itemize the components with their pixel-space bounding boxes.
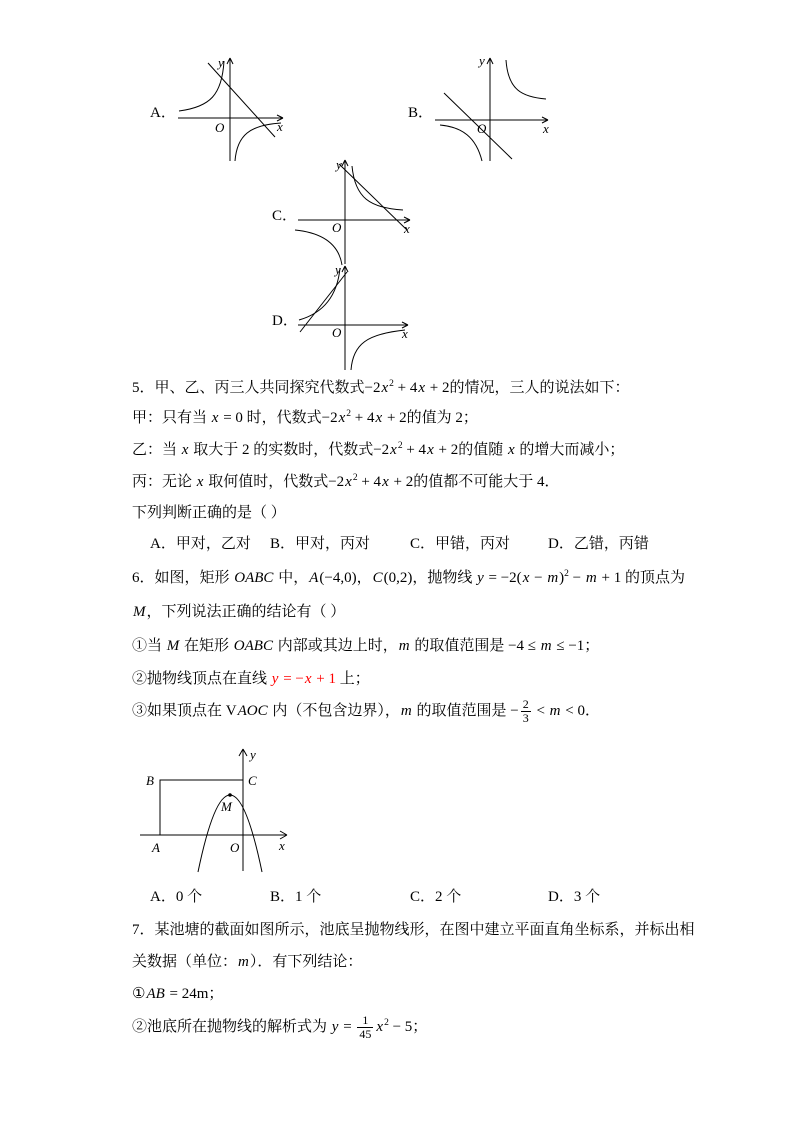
text-run: )	[559, 570, 565, 586]
text-run: 上；	[336, 671, 370, 687]
text-run: + 4	[393, 380, 418, 396]
math-variable: x	[345, 474, 352, 490]
option-a-label: A．	[150, 105, 176, 121]
highlighted-variable: x	[304, 671, 312, 687]
text-run: 乙：当	[132, 442, 181, 458]
text-run: 7．某池塘的截面如图所示，池底呈抛物线形，在图中建立平面直角坐标系，并标出相	[132, 922, 695, 938]
x-axis-label: x	[277, 119, 283, 134]
q5-prompt	[132, 503, 286, 523]
x-axis-label: x	[279, 838, 285, 853]
math-variable: y	[477, 570, 484, 586]
text-run: + 4	[357, 474, 382, 490]
math-variable: M	[166, 638, 180, 654]
q6-option-c: C．2 个	[410, 889, 462, 905]
text-run: = −2(	[484, 570, 522, 586]
math-variable: x	[418, 380, 426, 396]
text-run: + 1 的顶点为	[597, 570, 685, 586]
math-variable: m	[398, 638, 410, 654]
q5-option-b: B．甲对，丙对	[270, 536, 371, 552]
option-d-label: D．	[272, 313, 298, 329]
x-axis-label: x	[402, 326, 408, 341]
hyperbola-branch	[235, 123, 281, 161]
point-c-label: C	[248, 773, 257, 788]
hyperbola-branch	[299, 268, 340, 320]
text-run: + 2	[426, 380, 450, 396]
text-run: = 0 时，代数式	[219, 410, 322, 426]
q5-stem	[132, 378, 630, 400]
math-variable: m	[547, 570, 559, 586]
text-run: 的值随	[458, 442, 507, 458]
text-run: < 0．	[561, 702, 600, 719]
text-run: 下列判断正确的是（ ）	[132, 505, 286, 521]
q6-statement-1	[132, 636, 599, 656]
text-run: 的值都不可能大于 4．	[413, 474, 560, 490]
origin-label: O	[332, 325, 342, 340]
q6-stem-continued	[132, 602, 345, 622]
text-run: −2	[321, 410, 338, 426]
fraction	[521, 698, 531, 725]
y-axis-label: y	[218, 55, 224, 70]
q7-statement-1	[132, 984, 223, 1004]
graph-option-b	[432, 55, 552, 163]
text-run: (−4,0)，	[319, 570, 372, 586]
text-run: ，下列说法正确的结论有（ ）	[146, 604, 346, 620]
math-variable: x	[427, 442, 434, 458]
math-variable: x	[181, 442, 189, 458]
text-run: + 2	[383, 410, 407, 426]
graph-option-c	[295, 158, 413, 266]
hyperbola-branch	[351, 330, 405, 370]
math-variable: m	[585, 570, 597, 586]
text-run: 内（不包含边界），	[268, 702, 400, 719]
y-axis-label: y	[479, 53, 485, 68]
text-run: ③如果顶点在	[132, 702, 226, 719]
q6-figure	[135, 745, 295, 875]
text-run: 中，	[274, 570, 309, 586]
math-variable: C	[372, 570, 383, 586]
math-variable: m	[238, 954, 249, 970]
math-variable: x	[382, 474, 389, 490]
math-variable: x	[507, 442, 515, 458]
superscript: 2	[564, 569, 569, 579]
origin-label: O	[332, 220, 342, 235]
option-c-label: C．	[272, 208, 298, 224]
q5-statement-jia	[132, 408, 478, 430]
highlighted-text: + 1	[312, 671, 336, 687]
vertex-m-label: M	[221, 799, 232, 814]
text-run: (0,2)，抛物线	[383, 570, 477, 586]
superscript: 2	[384, 1017, 389, 1028]
text-run: + 4	[402, 442, 427, 458]
math-variable: x	[375, 410, 383, 426]
text-run: 取何值时，代数式	[204, 474, 329, 490]
hyperbola-branch	[506, 60, 546, 99]
text-run: −2	[328, 474, 345, 490]
y-axis-label: y	[335, 262, 341, 277]
math-variable: m	[400, 702, 412, 719]
superscript: 2	[346, 409, 352, 419]
graph-option-d	[295, 264, 413, 372]
fraction-numerator: 2	[522, 697, 529, 711]
x-axis-label: x	[404, 221, 410, 236]
q5-statement-yi	[132, 440, 624, 462]
text-run: ①当	[132, 638, 166, 654]
q6-option-a: A．0 个	[150, 889, 203, 905]
math-variable: x	[211, 410, 219, 426]
q7-statement-2	[132, 1014, 427, 1041]
text-run: − 5；	[388, 1018, 428, 1035]
q6-stem	[132, 568, 685, 590]
hyperbola-branch	[440, 125, 482, 161]
origin-label: O	[215, 120, 225, 135]
origin-label: O	[230, 840, 240, 855]
fraction-numerator: 1	[357, 1014, 373, 1028]
math-variable: OABC	[234, 570, 274, 586]
text-run: 的增大而减小；	[515, 442, 625, 458]
math-variable: A	[309, 570, 319, 586]
text-run: −	[530, 570, 547, 586]
x-axis-label: x	[543, 121, 549, 136]
straight-line	[300, 272, 347, 332]
hyperbola-branch	[295, 230, 342, 265]
fraction-denominator: 45	[359, 1027, 372, 1041]
text-run: ②抛物线顶点在直线	[132, 671, 271, 687]
math-variable: y	[331, 1018, 339, 1035]
math-variable: m	[549, 702, 561, 719]
graph-option-a	[175, 55, 287, 163]
text-run: + 2	[434, 442, 459, 458]
math-variable: AB	[146, 986, 165, 1002]
text-run: 甲：只有当	[132, 410, 211, 426]
text-run: 内部或其边上时，	[273, 638, 398, 654]
text-run: 的情况，三人的说法如下：	[449, 380, 630, 396]
q6-option-b: B．1 个	[270, 889, 322, 905]
text-run: 5．甲、乙、丙三人共同探究代数式	[132, 380, 365, 396]
text-run: 的取值范围是 −	[412, 702, 519, 719]
q5-option-d: D．乙错，丙错	[548, 536, 649, 552]
fraction	[357, 1014, 373, 1041]
q6-options	[0, 887, 794, 907]
text-run: 关数据（单位：	[132, 954, 238, 970]
text-run: −2	[364, 380, 381, 396]
math-variable: AOC	[237, 702, 268, 719]
q7-stem-continued	[132, 952, 362, 972]
highlighted-variable: y	[271, 671, 279, 687]
hyperbola-branch	[352, 166, 403, 210]
math-variable: OABC	[233, 638, 273, 654]
text-run: −2	[373, 442, 390, 458]
highlighted-text: = −	[279, 671, 304, 687]
text-run: + 4	[351, 410, 375, 426]
q6-statement-2	[132, 669, 370, 689]
vertex-point	[228, 793, 232, 797]
origin-label: O	[477, 121, 487, 136]
q7-stem	[132, 920, 695, 940]
text-run: + 2	[389, 474, 414, 490]
option-b-label: B．	[408, 105, 434, 121]
superscript: 2	[389, 379, 394, 389]
text-run: 取大于 2 的实数时，代数式	[189, 442, 374, 458]
q5-option-c: C．甲错，丙对	[410, 536, 511, 552]
q6-option-d: D．3 个	[548, 889, 601, 905]
superscript: 2	[397, 441, 403, 451]
superscript: 2	[352, 473, 358, 483]
q6-statement-3	[132, 698, 600, 725]
text-run: ①	[132, 986, 146, 1002]
y-axis-label: y	[250, 747, 256, 762]
text-run: ≤ −1；	[552, 638, 600, 654]
math-variable: x	[338, 410, 346, 426]
fraction-denominator: 3	[522, 711, 529, 725]
math-variable: x	[196, 474, 204, 490]
point-b-label: B	[146, 773, 154, 788]
q5-options	[0, 534, 794, 554]
y-axis-label: y	[336, 157, 342, 172]
text-run: = 24m；	[165, 986, 224, 1002]
math-variable: x	[522, 570, 530, 586]
text-run: ②池底所在抛物线的解析式为	[132, 1018, 331, 1035]
text-run: 的值为 2；	[406, 410, 478, 426]
text-run: <	[532, 702, 549, 719]
math-variable: M	[133, 604, 146, 620]
math-variable: x	[376, 1018, 384, 1035]
text-run: ）．有下列结论：	[249, 954, 363, 970]
text-run: 丙：无论	[132, 474, 196, 490]
text-run: −	[568, 570, 585, 586]
text-run: V	[225, 702, 237, 719]
text-run: 6．如图，矩形	[132, 570, 234, 586]
q5-statement-bing	[132, 472, 559, 494]
text-run: =	[339, 1018, 356, 1035]
text-run: 的取值范围是 −4 ≤	[410, 638, 540, 654]
point-a-label: A	[152, 840, 160, 855]
math-variable: m	[540, 638, 552, 654]
math-variable: x	[390, 442, 397, 458]
text-run: 在矩形	[180, 638, 233, 654]
math-variable: x	[381, 380, 389, 396]
q5-option-a: A．甲对，乙对	[150, 536, 251, 552]
